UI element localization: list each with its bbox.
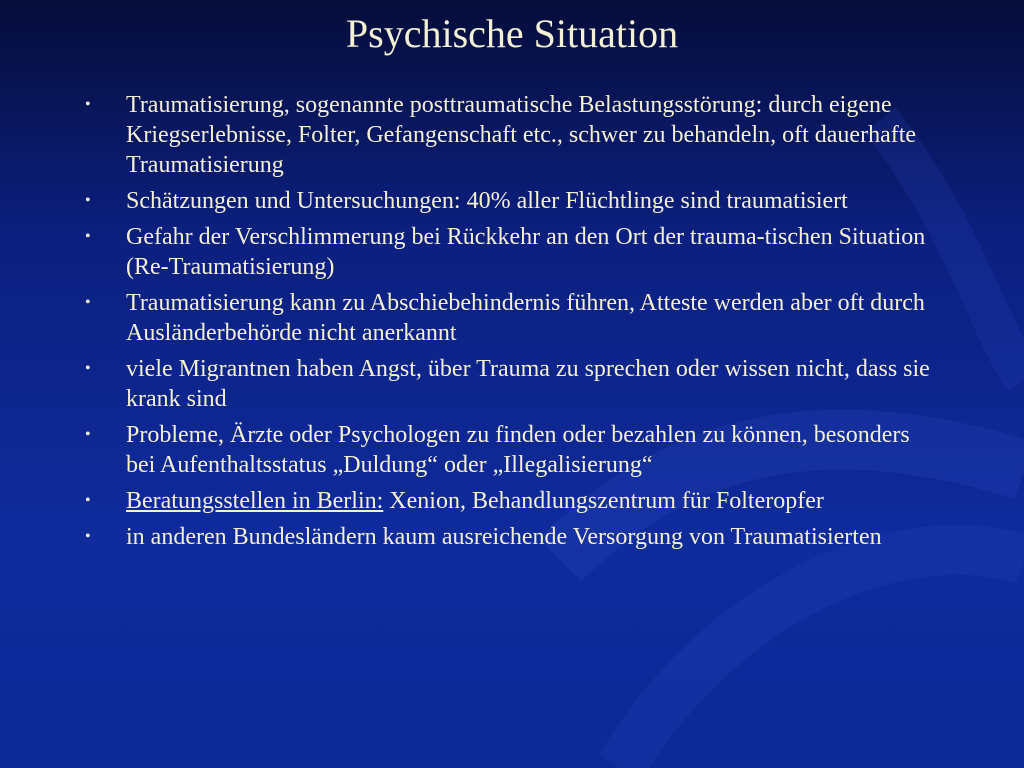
bullet-text: Probleme, Ärzte oder Psychologen zu finden oder bezahlen zu können, besonders bei Aufenthaltsstatus „Duldung“ oder „Illegalisierung“ [126, 422, 910, 478]
bullet-item [82, 90, 942, 180]
bullet-text: in anderen Bundesländern kaum ausreichende Versorgung von Traumatisierten [126, 524, 882, 550]
bullet-text: Xenion, Behandlungszentrum für Folteropfer [383, 488, 824, 514]
bullet-text: viele Migrantnen haben Angst, über Trauma zu sprechen oder wissen nicht, dass sie krank sind [126, 356, 930, 412]
bullet-marker: • [85, 426, 91, 443]
bullet-marker: • [85, 228, 91, 245]
bullet-marker: • [85, 360, 91, 377]
bullet-item [82, 186, 942, 216]
bullet-item [82, 420, 942, 480]
bullet-item [82, 522, 942, 552]
bullet-marker: • [85, 528, 91, 545]
bullet-text: Traumatisierung, sogenannte posttraumatische Belastungsstörung: durch eigene Kriegserlebnisse, Folter, Gefangenschaft etc., schwer zu behandeln, oft dauerhafte Traumatisierung [126, 92, 917, 178]
bullet-text: Schätzungen und Untersuchungen: 40% aller Flüchtlinge sind traumatisiert [126, 188, 848, 214]
bullet-item [82, 354, 942, 414]
bullet-item [82, 288, 942, 348]
bullet-item [82, 486, 942, 516]
bullet-underlined-heading: Beratungsstellen in Berlin: [126, 488, 384, 514]
bullet-text: Gefahr der Verschlimmerung bei Rückkehr an den Ort der trauma-tischen Situation (Re-Traumatisierung) [126, 224, 926, 280]
bullet-marker: • [85, 294, 91, 311]
bullet-item [82, 222, 942, 282]
slide-title: Psychische Situation [345, 11, 679, 56]
bullet-list [82, 90, 942, 558]
bullet-text: Traumatisierung kann zu Abschiebehindernis führen, Atteste werden aber oft durch Ausländerbehörde nicht anerkannt [126, 290, 925, 346]
bullet-marker: • [85, 192, 91, 209]
bullet-marker: • [85, 492, 91, 509]
bullet-marker: • [85, 96, 91, 113]
